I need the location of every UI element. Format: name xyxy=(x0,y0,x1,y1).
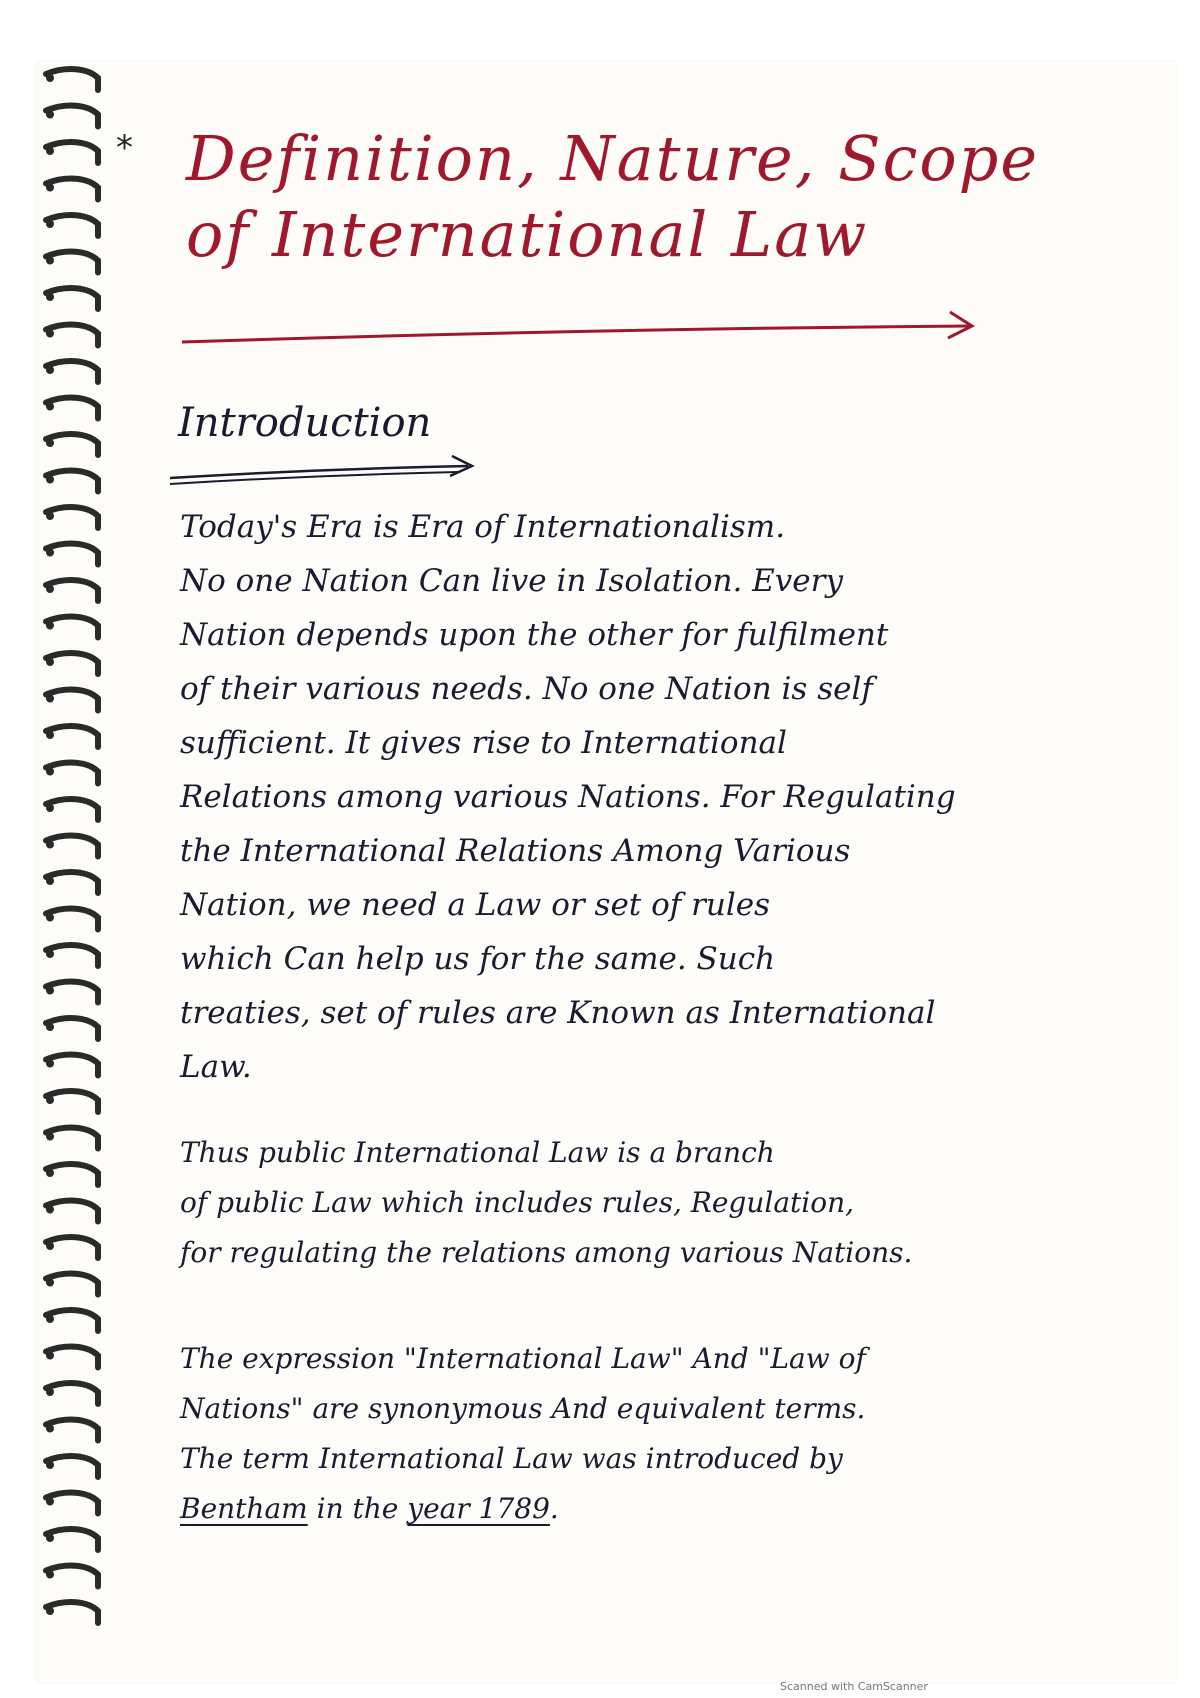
spiral-hole-icon xyxy=(46,768,54,776)
spiral-ring-icon xyxy=(46,1018,98,1039)
spiral-hole-icon xyxy=(46,293,54,301)
spiral-hole-icon xyxy=(46,585,54,593)
spiral-hole-icon xyxy=(46,731,54,739)
paragraph-last-line xyxy=(180,1484,1155,1534)
spiral-hole-icon xyxy=(46,1388,54,1396)
spiral-hole-icon xyxy=(46,1534,54,1542)
spiral-hole-icon xyxy=(46,1315,54,1323)
page-title xyxy=(186,120,1146,272)
spiral-hole-icon xyxy=(46,841,54,849)
spiral-hole-icon xyxy=(46,439,54,447)
paragraph-line: treaties, set of rules are Known as International xyxy=(180,995,936,1031)
spiral-ring-icon xyxy=(46,1602,98,1623)
paragraph-line: the International Relations Among Various xyxy=(180,833,851,869)
spiral-ring-icon xyxy=(46,836,98,857)
spiral-hole-icon xyxy=(46,257,54,265)
paragraph-line: The expression "International Law" And "Law of xyxy=(180,1342,866,1375)
spiral-ring-icon xyxy=(46,471,98,492)
spiral-ring-icon xyxy=(46,361,98,382)
title-underline-arrow-icon xyxy=(180,298,980,358)
spiral-hole-icon xyxy=(46,987,54,995)
spiral-ring-icon xyxy=(46,799,98,820)
spiral-hole-icon xyxy=(46,184,54,192)
definition-paragraph xyxy=(180,1128,1155,1278)
spiral-ring-icon xyxy=(46,544,98,565)
spiral-ring-icon xyxy=(46,252,98,273)
spiral-hole-icon xyxy=(46,1279,54,1287)
spiral-ring-icon xyxy=(46,288,98,309)
spiral-hole-icon xyxy=(46,1133,54,1141)
spiral-ring-icon xyxy=(46,106,98,127)
spiral-ring-icon xyxy=(46,690,98,711)
spiral-hole-icon xyxy=(46,512,54,520)
spiral-hole-icon xyxy=(46,914,54,922)
spiral-ring-icon xyxy=(46,1456,98,1477)
spiral-ring-icon xyxy=(46,726,98,747)
spiral-hole-icon xyxy=(46,1425,54,1433)
paragraph-line: of public Law which includes rules, Regulation, xyxy=(180,1186,855,1219)
spiral-ring-icon xyxy=(46,1383,98,1404)
spiral-hole-icon xyxy=(46,330,54,338)
spiral-ring-icon xyxy=(46,142,98,163)
spiral-hole-icon xyxy=(46,1206,54,1214)
spiral-hole-icon xyxy=(46,658,54,666)
paragraph-line: Nation, we need a Law or set of rules xyxy=(180,887,771,923)
spiral-ring-icon xyxy=(46,507,98,528)
spiral-hole-icon xyxy=(46,403,54,411)
intro-paragraph xyxy=(180,500,1155,1094)
paragraph-line: No one Nation Can live in Isolation. Every xyxy=(180,563,843,599)
spiral-hole-icon xyxy=(46,622,54,630)
spiral-ring-icon xyxy=(46,1128,98,1149)
title-line-2: of International Law xyxy=(186,198,869,271)
spiral-hole-icon xyxy=(46,804,54,812)
spiral-hole-icon xyxy=(46,1461,54,1469)
spiral-ring-icon xyxy=(46,398,98,419)
spiral-hole-icon xyxy=(46,74,54,82)
last-line-middle: in the xyxy=(307,1492,408,1525)
spiral-ring-icon xyxy=(46,1347,98,1368)
year-underlined: year 1789 xyxy=(407,1492,550,1525)
spiral-ring-icon xyxy=(46,69,98,90)
paragraph-line: of their various needs. No one Nation is self xyxy=(180,671,873,707)
paragraph-line: which Can help us for the same. Such xyxy=(180,941,776,977)
spiral-hole-icon xyxy=(46,877,54,885)
spiral-hole-icon xyxy=(46,549,54,557)
spiral-hole-icon xyxy=(46,1096,54,1104)
paragraph-line: Relations among various Nations. For Regulating xyxy=(180,779,956,815)
spiral-ring-icon xyxy=(46,1529,98,1550)
spiral-ring-icon xyxy=(46,580,98,601)
spiral-ring-icon xyxy=(46,1274,98,1295)
title-line-1: Definition, Nature, Scope xyxy=(186,122,1040,195)
spiral-hole-icon xyxy=(46,1607,54,1615)
spiral-ring-icon xyxy=(46,1055,98,1076)
spiral-ring-icon xyxy=(46,1164,98,1185)
paragraph-line: Thus public International Law is a branch xyxy=(180,1136,775,1169)
paragraph-line: Nations" are synonymous And equivalent terms. xyxy=(180,1392,866,1425)
paragraph-line: for regulating the relations among various Nations. xyxy=(180,1236,913,1269)
spiral-ring-icon xyxy=(46,434,98,455)
spiral-ring-icon xyxy=(46,1310,98,1331)
spiral-hole-icon xyxy=(46,1169,54,1177)
spiral-hole-icon xyxy=(46,366,54,374)
terminology-paragraph xyxy=(180,1334,1155,1534)
spiral-ring-icon xyxy=(46,1237,98,1258)
last-line-end: . xyxy=(549,1492,559,1525)
spiral-ring-icon xyxy=(46,763,98,784)
star-mark: * xyxy=(116,128,133,168)
spiral-hole-icon xyxy=(46,950,54,958)
spiral-ring-icon xyxy=(46,982,98,1003)
paragraph-line: The term International Law was introduced by xyxy=(180,1442,843,1475)
spiral-binding-icon xyxy=(36,64,126,1644)
spiral-ring-icon xyxy=(46,325,98,346)
spiral-ring-icon xyxy=(46,617,98,638)
paragraph-line: Today's Era is Era of Internationalism. xyxy=(180,509,786,545)
spiral-ring-icon xyxy=(46,215,98,236)
spiral-hole-icon xyxy=(46,1023,54,1031)
spiral-hole-icon xyxy=(46,695,54,703)
spiral-hole-icon xyxy=(46,147,54,155)
spiral-hole-icon xyxy=(46,1060,54,1068)
paragraph-line: Nation depends upon the other for fulfilment xyxy=(180,617,889,653)
heading-underline-arrow-icon xyxy=(168,448,478,488)
bentham-underlined: Bentham xyxy=(180,1492,308,1525)
spiral-ring-icon xyxy=(46,1493,98,1514)
spiral-ring-icon xyxy=(46,1091,98,1112)
spiral-hole-icon xyxy=(46,1242,54,1250)
spiral-ring-icon xyxy=(46,1201,98,1222)
spiral-hole-icon xyxy=(46,111,54,119)
spiral-hole-icon xyxy=(46,1498,54,1506)
spiral-ring-icon xyxy=(46,653,98,674)
spiral-hole-icon xyxy=(46,1571,54,1579)
section-heading: Introduction xyxy=(178,400,432,446)
spiral-ring-icon xyxy=(46,179,98,200)
spiral-ring-icon xyxy=(46,909,98,930)
paragraph-line: Law. xyxy=(180,1049,252,1085)
scanner-footer: Scanned with CamScanner xyxy=(780,1680,928,1693)
spiral-hole-icon xyxy=(46,476,54,484)
spiral-ring-icon xyxy=(46,1566,98,1587)
paragraph-line: sufficient. It gives rise to International xyxy=(180,725,787,761)
spiral-ring-icon xyxy=(46,872,98,893)
spiral-ring-icon xyxy=(46,1420,98,1441)
spiral-ring-icon xyxy=(46,945,98,966)
spiral-hole-icon xyxy=(46,220,54,228)
spiral-hole-icon xyxy=(46,1352,54,1360)
